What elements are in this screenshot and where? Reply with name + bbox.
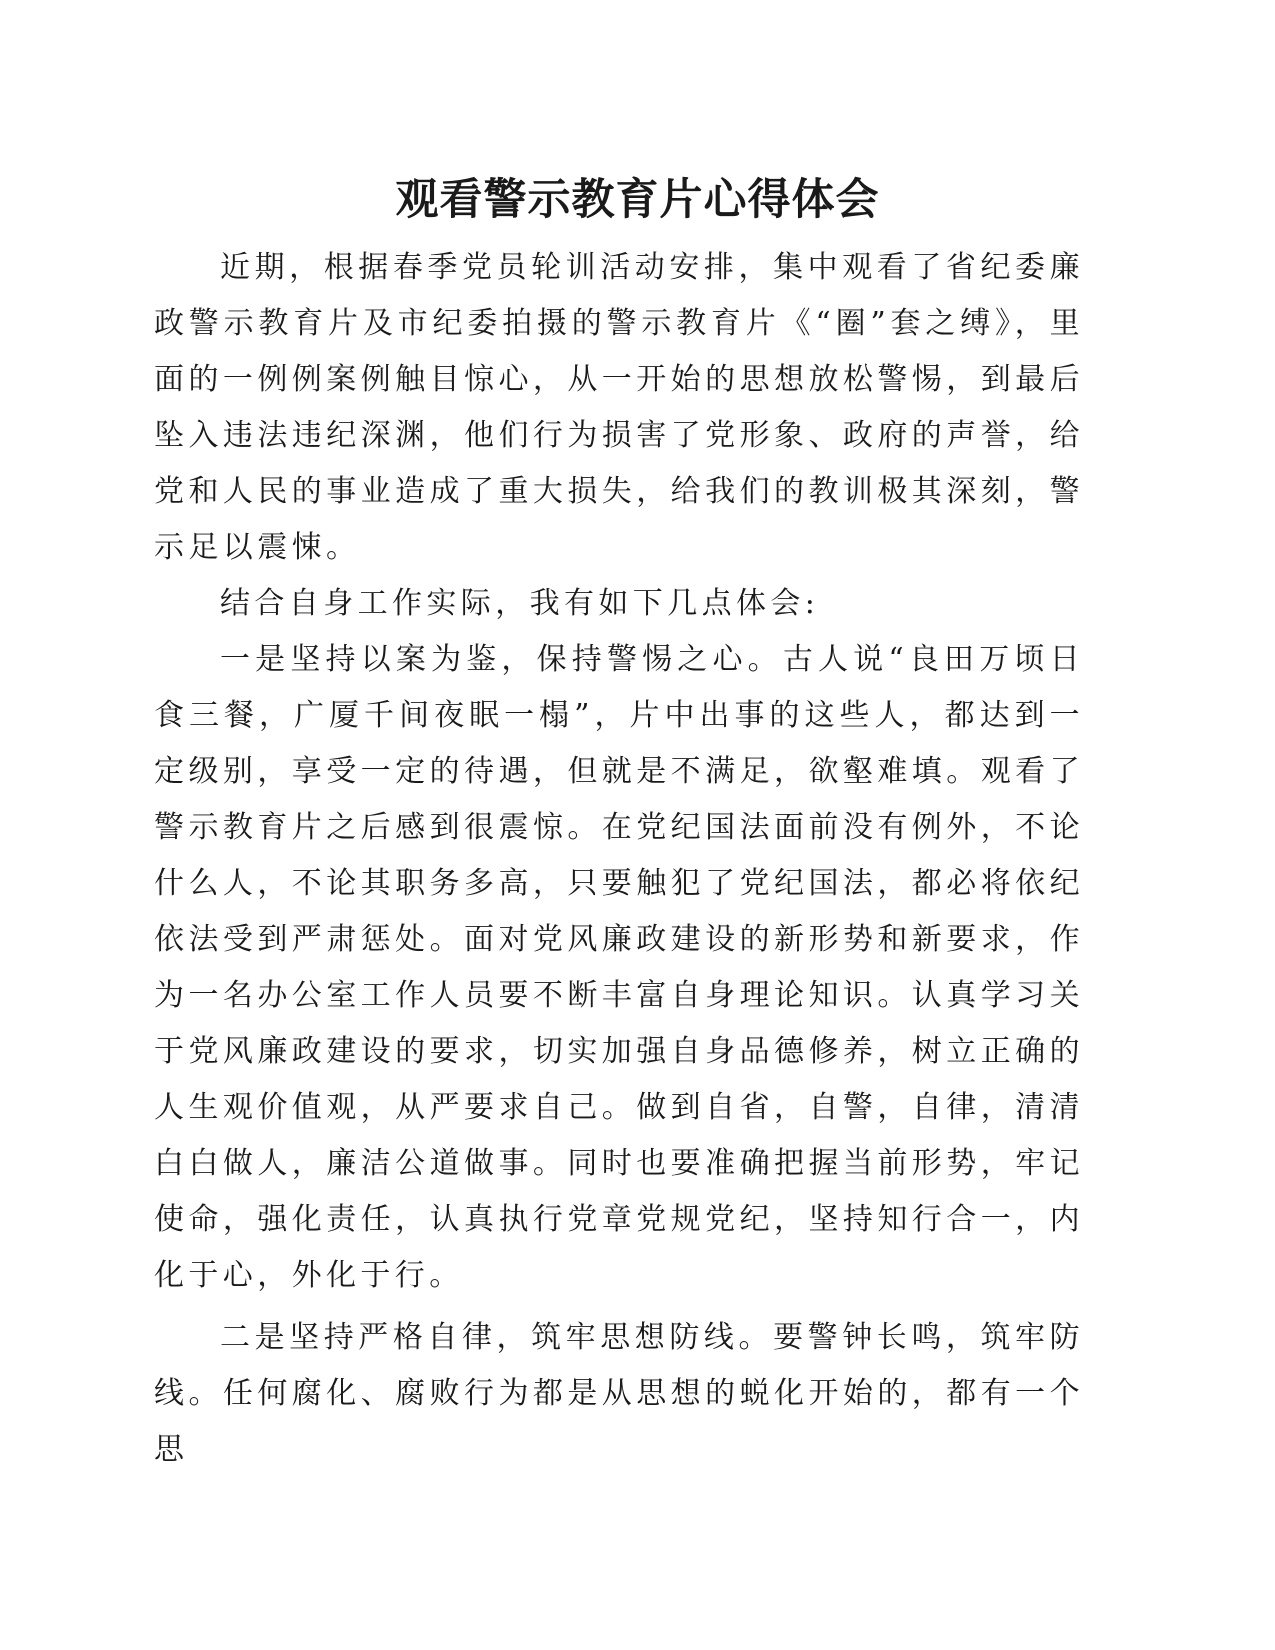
paragraph-point-one: 一是坚持以案为鉴，保持警惕之心。古人说“良田万顷日食三餐，广厦千间夜眠一榻”，片中出事的这些人，都达到一定级别，享受一定的待遇，但就是不满足，欲壑难填。观看了警示教育片之后感到很震惊。在党纪国法面前没有例外，不论什么人，不论其职务多高，只要触犯了党纪国法，都必将依纪依法受到严肃惩处。面对党风廉政建设的新形势和新要求，作为一名办公室工作人员要不断丰富自身理论知识。认真学习关于党风廉政建设的要求，切实加强自身品德修养，树立正确的人生观价值观，从严要求自己。做到自省，自警，自律，清清白白做人，廉洁公道做事。同时也要准确把握当前形势，牢记使命，强化责任，认真执行党章党规党纪，坚持知行合一，内化于心，外化于行。 xyxy=(154,642,1084,1293)
paragraph-summary: 结合自身工作实际，我有如下几点体会: xyxy=(220,586,820,621)
paragraph-intro: 近期，根据春季党员轮训活动安排，集中观看了省纪委廉政警示教育片及市纪委拍摄的警示教育片《“圈”套之缚》，里面的一例例案例触目惊心，从一开始的思想放松警惕，到最后坠入违法违纪深渊，他们行为损害了党形象、政府的声誉，给党和人民的事业造成了重大损失，给我们的教训极其深刻，警示足以震悚。 xyxy=(154,250,1084,565)
document-title: 观看警示教育片心得体会 xyxy=(395,175,880,225)
paragraph-point-two: 二是坚持严格自律，筑牢思想防线。要警钟长鸣，筑牢防线。任何腐化、腐败行为都是从思想的蜕化开始的，都有一个思 xyxy=(154,1320,1084,1467)
document-body xyxy=(154,240,1084,1478)
